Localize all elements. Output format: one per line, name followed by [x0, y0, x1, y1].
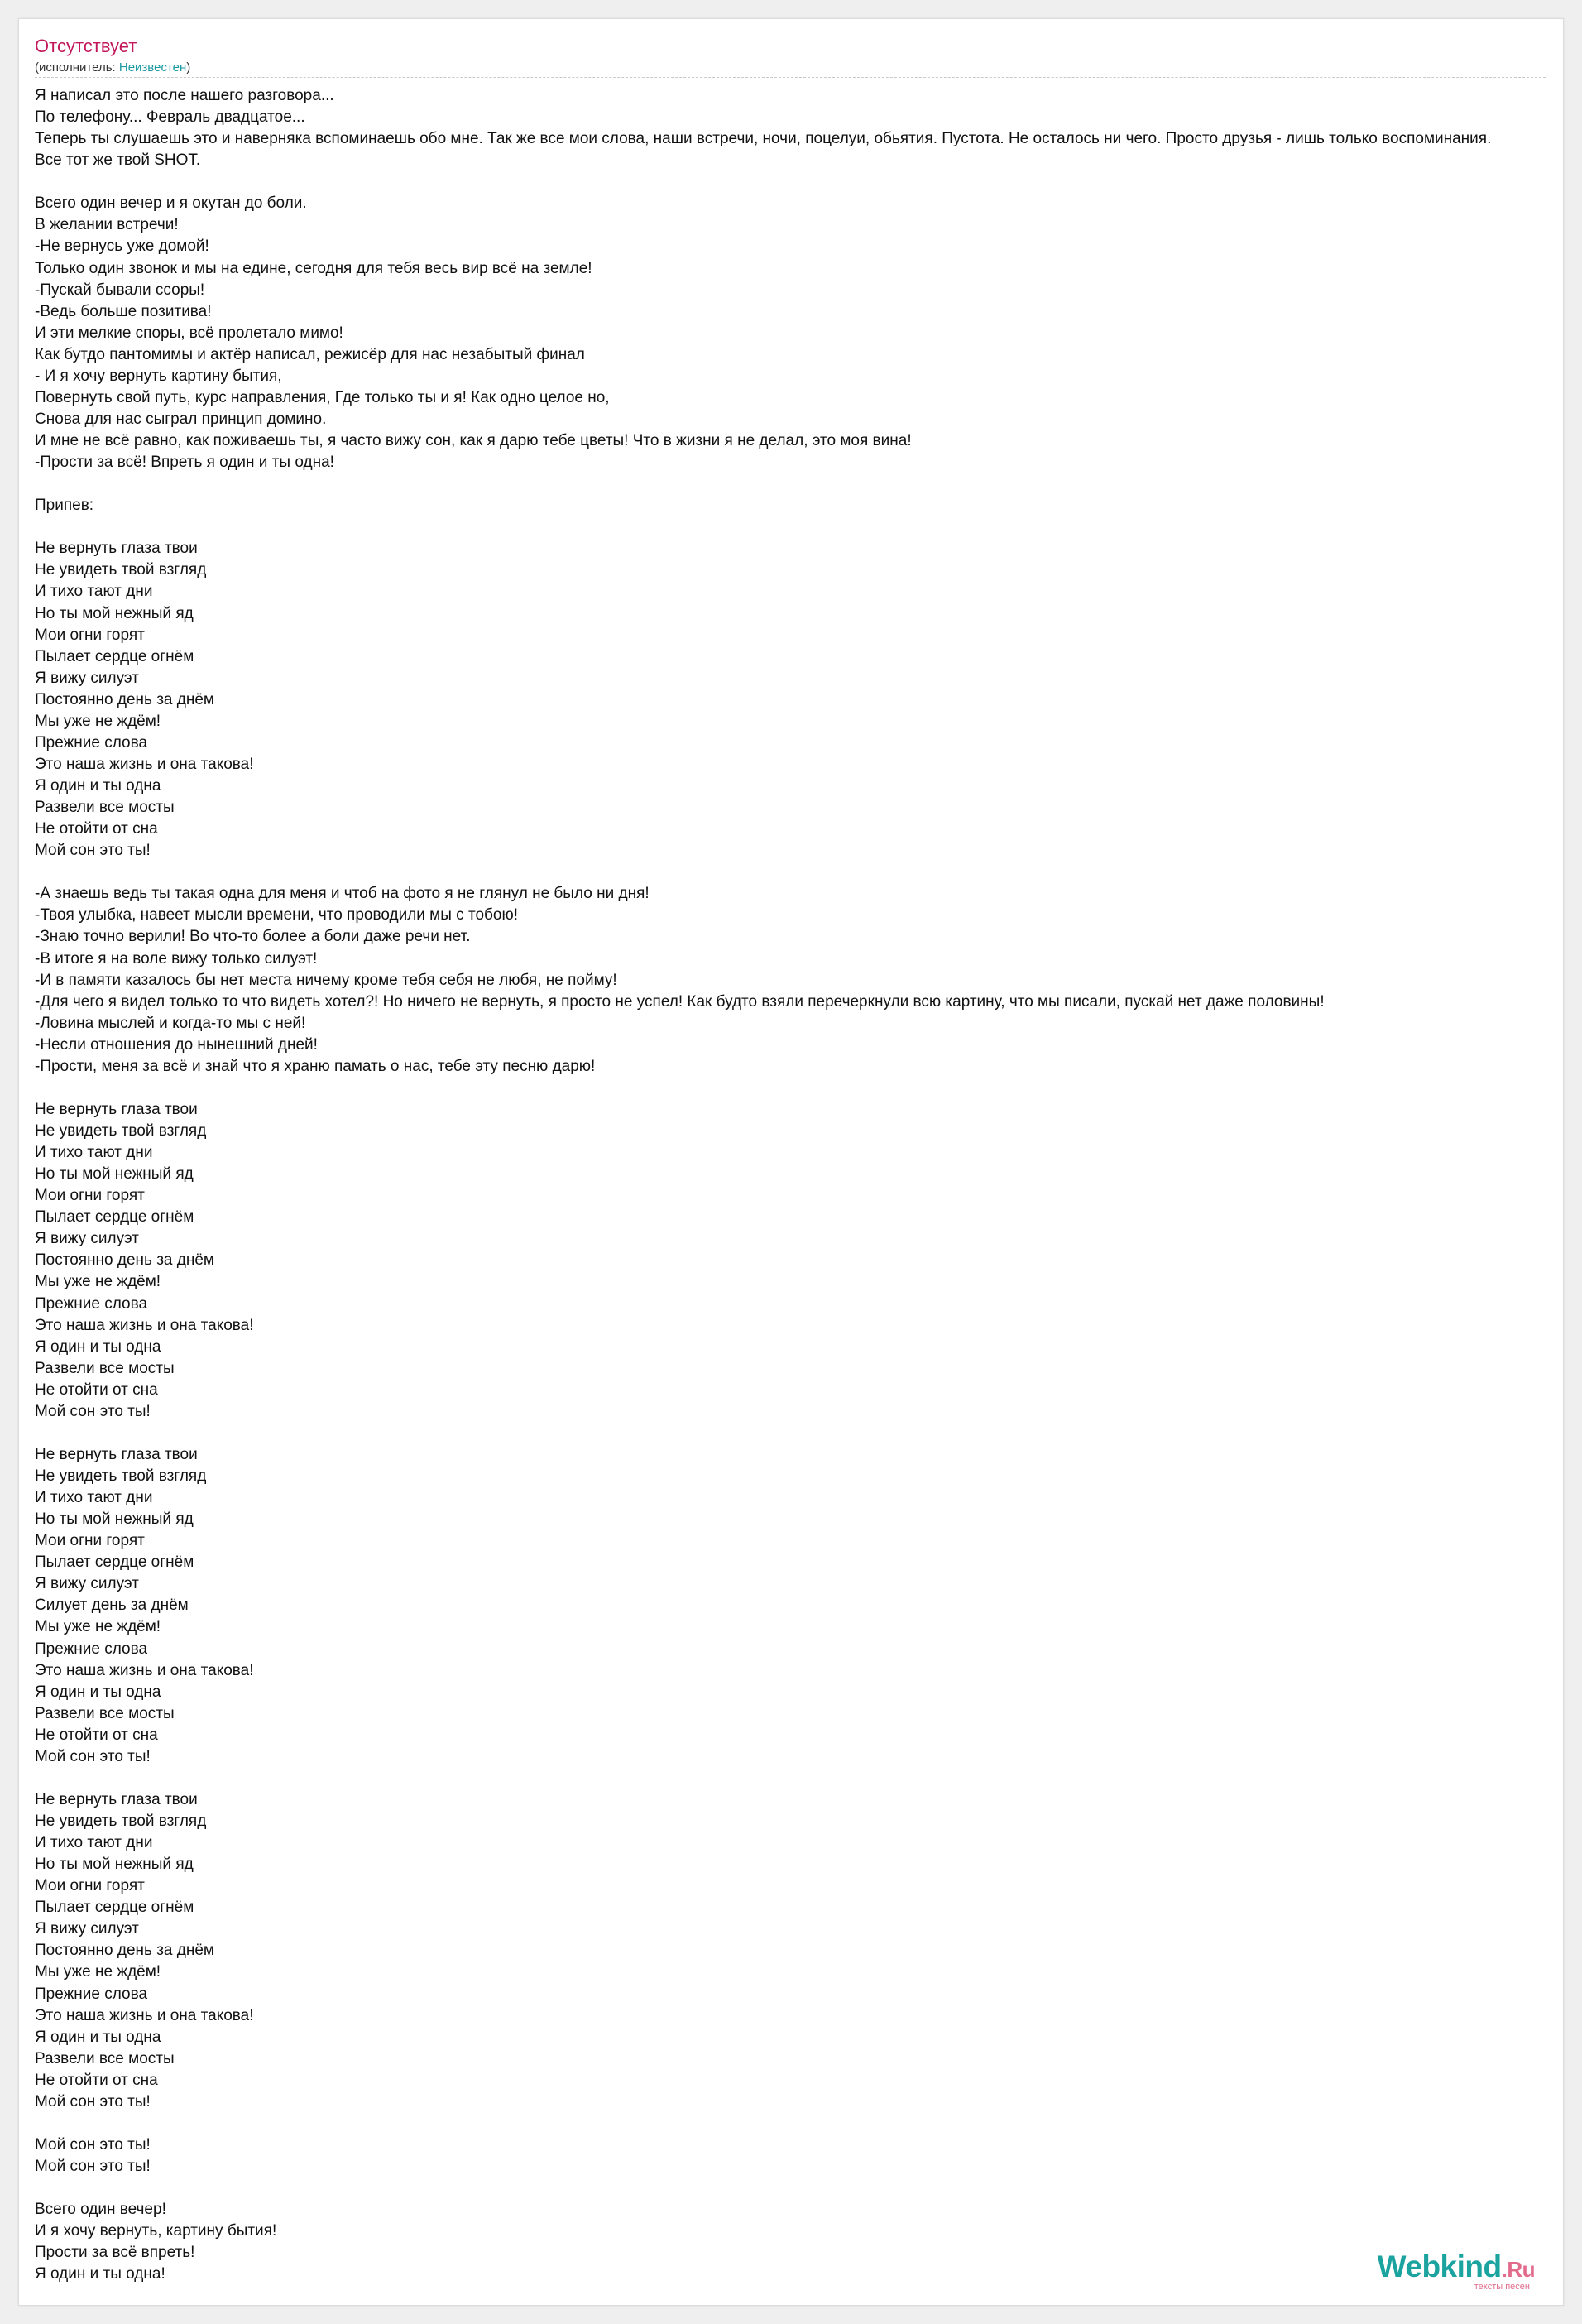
lyrics-line: Повернуть свой путь, курс направления, Где только ты и я! Как одно целое но,: [35, 388, 610, 406]
lyrics-line: И тихо тают дни: [35, 583, 153, 601]
lyrics-line: Но ты мой нежный яд: [35, 604, 194, 622]
lyrics-line: Пылает сердце огнём: [35, 1553, 194, 1572]
lyrics-line: Не отойти от сна: [35, 1380, 158, 1399]
lyrics-line: Это наша жизнь и она такова!: [35, 755, 254, 773]
lyrics-line: Не отойти от сна: [35, 1726, 158, 1744]
lyrics-line: Это наша жизнь и она такова!: [35, 2006, 254, 2024]
lyrics-line: Развели все мосты: [35, 1359, 175, 1377]
lyrics-line: Это наша жизнь и она такова!: [35, 1661, 254, 1679]
header-divider: [35, 77, 1546, 78]
lyrics-line: Развели все мосты: [35, 2049, 175, 2067]
lyrics-line: И тихо тают дни: [35, 1489, 153, 1507]
lyrics-line: Я один и ты одна: [35, 2028, 161, 2046]
lyrics-line: - И я хочу вернуть картину бытия,: [35, 367, 282, 385]
lyrics-line: -А знаешь ведь ты такая одна для меня и чтоб на фото я не глянул не было ни дня!: [35, 885, 650, 903]
lyrics-line: Мой сон это ты!: [35, 1747, 151, 1765]
lyrics-line: Я один и ты одна: [35, 1337, 161, 1356]
lyrics-line: Не увидеть твой взгляд: [35, 1467, 207, 1485]
lyrics-line: Пылает сердце огнём: [35, 647, 194, 665]
lyrics-line: Мои огни горят: [35, 1877, 145, 1895]
lyrics-line: Я вижу силуэт: [35, 1230, 139, 1248]
lyrics-line: Но ты мой нежный яд: [35, 1165, 194, 1184]
lyrics-line: Снова для нас сыграл принцип домино.: [35, 410, 327, 428]
lyrics-line: -И в памяти казалось бы нет места ничему кроме тебя себя не любя, не пойму!: [35, 971, 617, 989]
lyrics-line: Мы уже не ждём!: [35, 1963, 161, 1981]
lyrics-line: По телефону... Февраль двадцатое...: [35, 108, 305, 127]
lyrics-line: И тихо тают дни: [35, 1834, 153, 1852]
lyrics-line: И тихо тают дни: [35, 1144, 153, 1162]
lyrics-line: Я один и ты одна: [35, 777, 161, 795]
lyrics-line: -Прости за всё! Впреть я один и ты одна!: [35, 454, 334, 472]
lyrics-line: Не вернуть глаза твои: [35, 1445, 198, 1463]
lyrics-line: Развели все мосты: [35, 799, 175, 817]
lyrics-line: Мы уже не ждём!: [35, 1618, 161, 1636]
lyrics-line: -Не вернусь уже домой!: [35, 238, 209, 256]
logo-wordmark: [1378, 2252, 1535, 2284]
lyrics-line: Только один звонок и мы на едине, сегодня для тебя весь вир всё на земле!: [35, 259, 592, 277]
logo-main-text: Webkind: [1377, 2250, 1502, 2283]
lyrics-line: Постоянно день за днём: [35, 1942, 214, 1960]
lyrics-line: Всего один вечер и я окутан до боли.: [35, 194, 307, 213]
lyrics-line: Мои огни горят: [35, 1187, 145, 1205]
artist-line: [35, 60, 190, 74]
lyrics-line: Не увидеть твой взгляд: [35, 561, 207, 579]
lyrics-line: В желании встречи!: [35, 216, 179, 234]
lyrics-line: Теперь ты слушаешь это и наверняка вспоминаешь обо мне. Так же все мои слова, наши встречи, ночи, поцелуи, обьятия. Пустота. Не осталось ни чего. Просто друзья - лишь только воспоминания.: [35, 130, 1492, 148]
lyrics-line: Мы уже не ждём!: [35, 1273, 161, 1291]
lyrics-line: Постоянно день за днём: [35, 690, 214, 708]
lyrics-line: Я вижу силуэт: [35, 1575, 139, 1593]
lyrics-line: -Несли отношения до нынешний дней!: [35, 1035, 318, 1054]
lyrics-line: Но ты мой нежный яд: [35, 1510, 194, 1529]
lyrics-text: [35, 85, 1491, 2285]
lyrics-line: Прости за всё впреть!: [35, 2244, 195, 2262]
lyrics-line: Прежние слова: [35, 1294, 148, 1313]
lyrics-line: -Прости, меня за всё и знай что я храню памать о нас, тебе эту песню дарю!: [35, 1057, 596, 1075]
site-logo[interactable]: [1378, 2252, 1535, 2292]
lyrics-line: Мои огни горят: [35, 626, 145, 644]
lyrics-line: Мой сон это ты!: [35, 2092, 151, 2110]
lyrics-line: Не вернуть глаза твои: [35, 1790, 198, 1808]
lyrics-line: Припев:: [35, 497, 94, 515]
lyrics-line: Не вернуть глаза твои: [35, 1100, 198, 1118]
lyrics-line: -Твоя улыбка, навеет мысли времени, что проводили мы с тобою!: [35, 906, 518, 924]
lyrics-line: Прежние слова: [35, 1985, 148, 2003]
lyrics-line: Прежние слова: [35, 733, 148, 751]
artist-suffix: ): [186, 60, 191, 74]
lyrics-line: Как бутдо пантомимы и актёр написал, режисёр для нас незабытый финал: [35, 345, 585, 363]
lyrics-line: Я вижу силуэт: [35, 669, 139, 687]
artist-prefix: (исполнитель:: [35, 60, 119, 74]
lyrics-line: -Ведь больше позитива!: [35, 302, 212, 320]
lyrics-line: Не вернуть глаза твои: [35, 540, 198, 558]
lyrics-line: Не увидеть твой взгляд: [35, 1813, 207, 1830]
lyrics-line: Я вижу силуэт: [35, 1920, 139, 1938]
lyrics-line: Все тот же твой SHOT.: [35, 151, 201, 170]
lyrics-line: Но ты мой нежный яд: [35, 1856, 194, 1874]
lyrics-line: Я один и ты одна: [35, 1683, 161, 1701]
lyrics-line: Не увидеть твой взгляд: [35, 1122, 207, 1140]
lyrics-line: И мне не всё равно, как поживаешь ты, я часто вижу сон, как я дарю тебе цветы! Что в жизни я не делал, это моя вина!: [35, 432, 912, 449]
lyrics-line: Развели все мосты: [35, 1704, 175, 1722]
lyrics-line: Прежние слова: [35, 1640, 148, 1658]
lyrics-line: Я написал это после нашего разговора...: [35, 87, 334, 104]
lyrics-card: [18, 18, 1564, 2306]
lyrics-line: Мои огни горят: [35, 1532, 145, 1550]
lyrics-line: -Знаю точно верили! Во что-то более а боли даже речи нет.: [35, 928, 471, 946]
lyrics-line: И эти мелкие споры, всё пролетало мимо!: [35, 324, 343, 342]
lyrics-line: Силует день за днём: [35, 1597, 189, 1615]
lyrics-line: -Ловина мыслей и когда-то мы с ней!: [35, 1014, 306, 1032]
song-title: Отсутствует: [35, 36, 137, 56]
lyrics-line: Пылает сердце огнём: [35, 1899, 194, 1917]
lyrics-line: Мы уже не ждём!: [35, 712, 161, 730]
lyrics-line: Мой сон это ты!: [35, 2158, 151, 2175]
lyrics-line: -В итоге я на воле вижу только силуэт!: [35, 949, 318, 968]
logo-tld: .Ru: [1501, 2257, 1535, 2282]
lyrics-line: Мой сон это ты!: [35, 842, 151, 860]
lyrics-line: Не отойти от сна: [35, 820, 158, 838]
lyrics-line: Мой сон это ты!: [35, 1402, 151, 1420]
lyrics-line: И я хочу вернуть, картину бытия!: [35, 2222, 277, 2240]
lyrics-line: Это наша жизнь и она такова!: [35, 1316, 254, 1334]
lyrics-line: Я один и ты одна!: [35, 2265, 165, 2283]
lyrics-line: Всего один вечер!: [35, 2201, 166, 2219]
logo-tagline: тексты песен: [1474, 2282, 1530, 2292]
lyrics-line: Мой сон это ты!: [35, 2135, 151, 2154]
lyrics-line: -Для чего я видел только то что видеть хотел?! Но ничего не вернуть, я просто не успел! Как будто взяли перечеркнули всю картину, что мы писали, пускай нет даже половины!: [35, 992, 1325, 1011]
lyrics-line: Пылает сердце огнём: [35, 1208, 194, 1227]
lyrics-line: -Пускай бывали ссоры!: [35, 281, 205, 299]
lyrics-line: Не отойти от сна: [35, 2071, 158, 2089]
artist-link[interactable]: Неизвестен: [118, 60, 187, 74]
lyrics-line: Постоянно день за днём: [35, 1251, 214, 1270]
